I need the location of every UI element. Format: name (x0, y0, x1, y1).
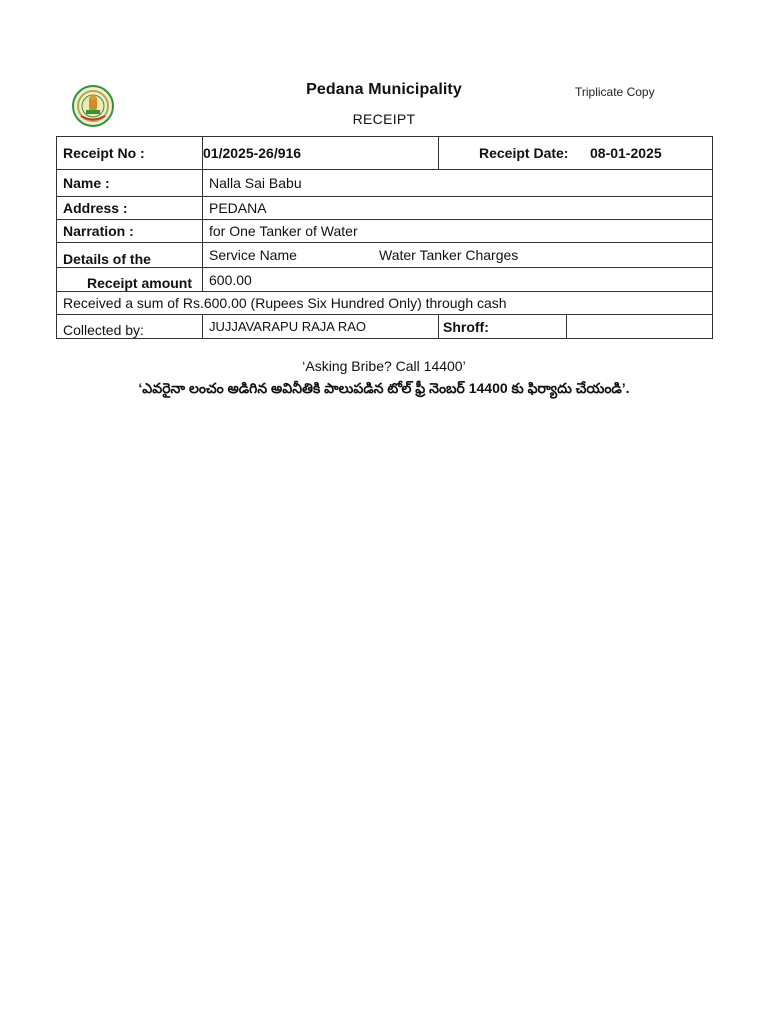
amount-row (57, 268, 713, 292)
collected-by-value: JUJJAVARAPU RAJA RAO (203, 315, 439, 339)
municipality-title: Pedana Municipality (306, 81, 462, 98)
telugu-notice: ‘ఎవరైనా లంచం అడిగిన అవినీతికి పాలుపడిన టోల్ ఫ్రీ నెంబర్ 14400 కు ఫిర్యాదు చేయండి’. (138, 380, 630, 396)
receipt-no-label: Receipt No : (57, 137, 203, 170)
receipt-date-cell (439, 137, 713, 170)
service-name-value: Water Tanker Charges (379, 247, 519, 263)
service-row (57, 243, 713, 268)
address-value: PEDANA (203, 197, 713, 220)
service-name-label: Service Name (209, 247, 297, 263)
service-cell (203, 243, 713, 268)
address-label: Address : (57, 197, 203, 220)
shroff-value (567, 315, 713, 339)
receipt-no-value: 01/2025-26/916 (203, 137, 439, 170)
bribe-notice: ‘Asking Bribe? Call 14400’ (302, 358, 466, 374)
amount-value: 600.00 (203, 268, 713, 292)
receipt-heading: RECEIPT (352, 111, 416, 127)
name-row (57, 170, 713, 197)
narration-row (57, 220, 713, 243)
narration-value: for One Tanker of Water (203, 220, 713, 243)
name-label: Name : (57, 170, 203, 197)
amount-label: Receipt amount (57, 268, 203, 292)
shroff-label: Shroff: (439, 315, 567, 339)
copy-label: Triplicate Copy (575, 85, 655, 99)
received-text: Received a sum of Rs.600.00 (Rupees Six Hundred Only) through cash (57, 292, 713, 315)
address-row (57, 197, 713, 220)
narration-label: Narration : (57, 220, 203, 243)
receipt-no-row (57, 137, 713, 170)
collected-by-label: Collected by: (57, 315, 203, 339)
receipt-table (56, 136, 713, 339)
collected-row (57, 315, 713, 339)
details-label: Details of the (57, 243, 203, 268)
received-row (57, 292, 713, 315)
name-value: Nalla Sai Babu (203, 170, 713, 197)
receipt-date-label: Receipt Date: (479, 145, 569, 161)
receipt-date-value: 08-01-2025 (590, 145, 662, 161)
